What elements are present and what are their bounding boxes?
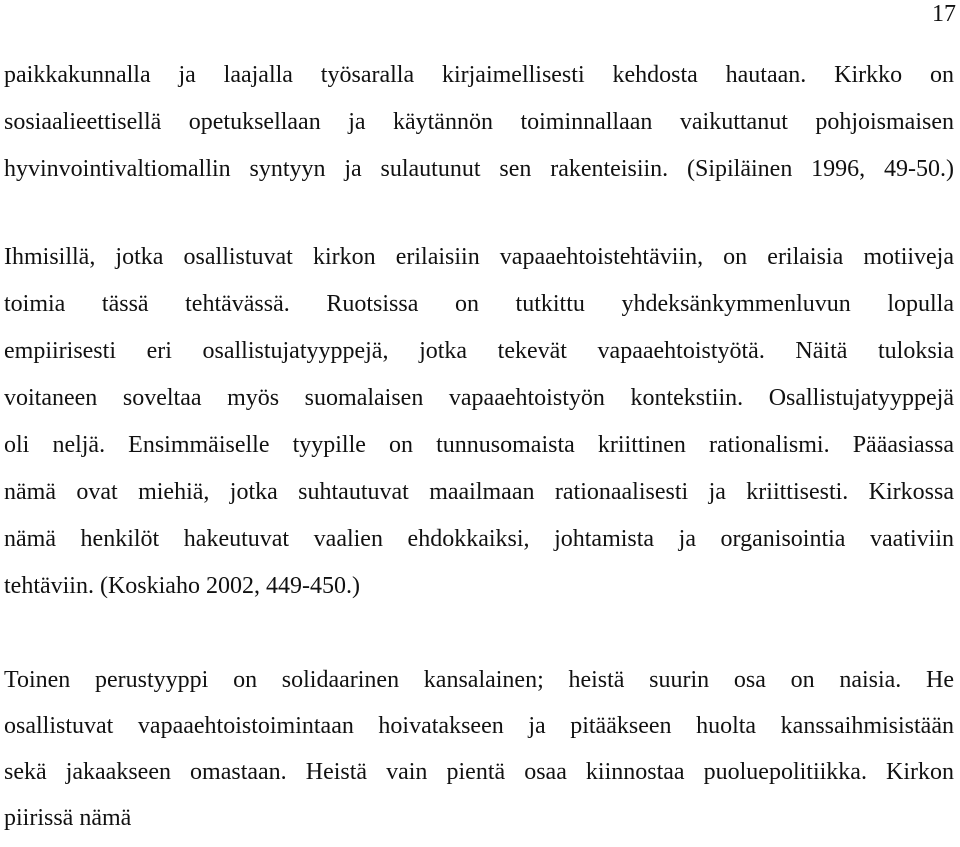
text-line: toimia tässä tehtävässä. Ruotsissa on tutkittu yhdeksänkymmenluvun lopulla [4,291,954,317]
text-line: oli neljä. Ensimmäiselle tyypille on tunnusomaista kriittinen rationalismi. Pääasiassa [4,432,954,458]
text-line: tehtäviin. (Koskiaho 2002, 449-450.) [4,573,360,599]
paragraph-1 [4,58,954,199]
text-line: nämä ovat miehiä, jotka suhtautuvat maailmaan rationaalisesti ja kriittisesti. Kirkossa [4,479,954,505]
text-line: hyvinvointivaltiomallin syntyyn ja sulautunut sen rakenteisiin. (Sipiläinen 1996, 49-50.) [4,156,954,182]
text-line: Toinen perustyyppi on solidaarinen kansalainen; heistä suurin osa on naisia. He [4,667,954,693]
text-line: sosiaalieettisellä opetuksellaan ja käytännön toiminnallaan vaikuttanut pohjoismaisen [4,109,954,135]
text-line: osallistuvat vapaaehtoistoimintaan hoivatakseen ja pitääkseen huolta kanssaihmisistään [4,713,954,739]
text-line: piirissä nämä [4,805,132,831]
text-line: sekä jakaakseen omastaan. Heistä vain pientä osaa kiinnostaa puoluepolitiikka. Kirkon [4,759,954,785]
text-line: voitaneen soveltaa myös suomalaisen vapaaehtoistyön kontekstiin. Osallistujatyyppejä [4,385,954,411]
text-line: paikkakunnalla ja laajalla työsaralla kirjaimellisesti kehdosta hautaan. Kirkko on [4,62,954,88]
text-line: nämä henkilöt hakeutuvat vaalien ehdokkaiksi, johtamista ja organisointia vaativiin [4,526,954,552]
paragraph-2 [4,240,954,616]
text-line: empiirisesti eri osallistujatyyppejä, jotka tekevät vapaaehtoistyötä. Näitä tuloksia [4,338,954,364]
paragraph-3 [4,663,954,847]
text-line: Ihmisillä, jotka osallistuvat kirkon erilaisiin vapaaehtoistehtäviin, on erilaisia motiiveja [4,244,954,270]
page-number: 17 [932,1,956,27]
